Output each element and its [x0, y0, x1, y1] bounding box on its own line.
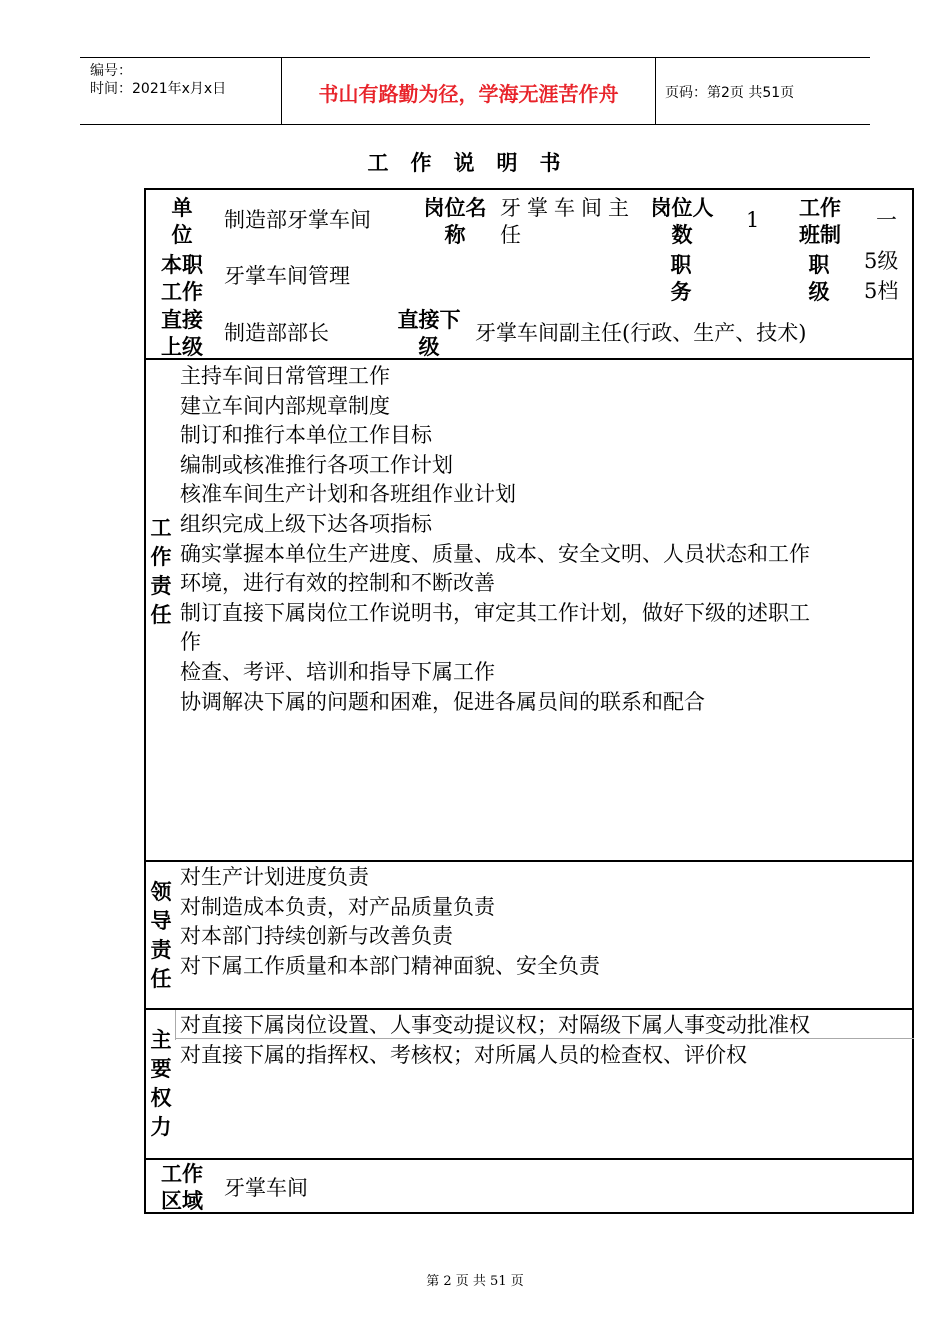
list-item: 对直接下属岗位设置、人事变动提议权；对隔级下属人事变动批准权	[180, 1013, 810, 1037]
duty-label: 本职工作	[161, 253, 203, 304]
headcount-value: 1	[746, 208, 760, 232]
list-item: 对下属工作质量和本部门精神面貌、安全负责	[180, 953, 600, 978]
page-footer: 第 2 页 共 51 页	[426, 1274, 524, 1289]
shift-value: 一	[876, 208, 897, 232]
subordinate-label: 直接下级	[397, 308, 461, 359]
post-label: 职务	[670, 253, 692, 304]
list-item: 环境，进行有效的控制和不断改善	[180, 571, 495, 596]
list-item: 编制或核准推行各项工作计划	[180, 452, 453, 477]
list-item: 对生产计划进度负责	[180, 865, 369, 889]
duty-value: 牙掌车间管理	[224, 264, 350, 288]
document-number-label: 编号：	[90, 63, 132, 79]
header-bottom-rule	[80, 124, 870, 125]
section-divider	[144, 860, 914, 862]
position-name-label: 岗位名称	[423, 196, 487, 247]
header-slogan: 书山有路勤为径，学海无涯苦作舟	[318, 82, 619, 106]
authority-list	[180, 1011, 810, 1070]
list-item: 协调解决下属的问题和困难，促进各属员间的联系和配合	[180, 689, 705, 714]
list-item: 制订和推行本单位工作目标	[180, 423, 432, 448]
list-item: 组织完成上级下达各项指标	[180, 511, 432, 536]
list-item: 对制造成本负责，对产品质量负责	[180, 894, 495, 919]
shift-label: 工作班制	[799, 196, 841, 247]
authority-label: 主 要 权 力	[150, 1028, 172, 1139]
list-item: 作	[180, 630, 201, 655]
grade-value-step: 5档	[864, 279, 899, 303]
position-name-value: 牙掌车间主任	[500, 196, 635, 247]
unit-label-vertical: 单位	[171, 196, 193, 247]
responsibilities-list	[180, 362, 810, 717]
section-divider	[144, 358, 914, 360]
section-divider	[144, 1158, 914, 1160]
list-item: 制订直接下属岗位工作说明书，审定其工作计划，做好下级的述职工	[180, 600, 810, 625]
section-divider	[144, 1008, 914, 1010]
list-item: 确实掌握本单位生产进度、质量、成本、安全文明、人员状态和工作	[180, 541, 810, 566]
grade-label: 职级	[808, 253, 830, 304]
leadership-label: 领 导 责 任	[150, 880, 172, 991]
document-date: 时间：2021年x月x日	[90, 81, 227, 97]
list-item: 对本部门持续创新与改善负责	[180, 924, 453, 949]
list-item: 核准车间生产计划和各班组作业计划	[180, 482, 516, 507]
grade-value-level: 5级	[864, 249, 899, 273]
work-area-label: 工作区域	[161, 1162, 203, 1213]
responsibilities-label: 工 作 责 任	[150, 516, 172, 627]
unit-value: 制造部牙掌车间	[224, 208, 371, 232]
leadership-list	[180, 863, 600, 981]
header-top-rule	[80, 57, 870, 58]
superior-label: 直接上级	[161, 308, 203, 359]
work-area-value: 牙掌车间	[224, 1176, 308, 1200]
headcount-label: 岗位人数	[650, 196, 714, 247]
list-item: 建立车间内部规章制度	[180, 393, 390, 418]
header-divider	[655, 57, 656, 125]
superior-value: 制造部部长	[224, 321, 329, 345]
list-item: 对直接下属的指挥权、考核权；对所属人员的检查权、评价权	[180, 1042, 747, 1067]
list-item: 检查、考评、培训和指导下属工作	[180, 659, 495, 684]
subordinate-value: 牙掌车间副主任(行政、生产、技术)	[475, 321, 807, 345]
page-title: 工作说明书	[367, 151, 583, 175]
page-info: 页码：第2页 共51页	[665, 85, 795, 101]
list-item: 主持车间日常管理工作	[180, 364, 390, 388]
